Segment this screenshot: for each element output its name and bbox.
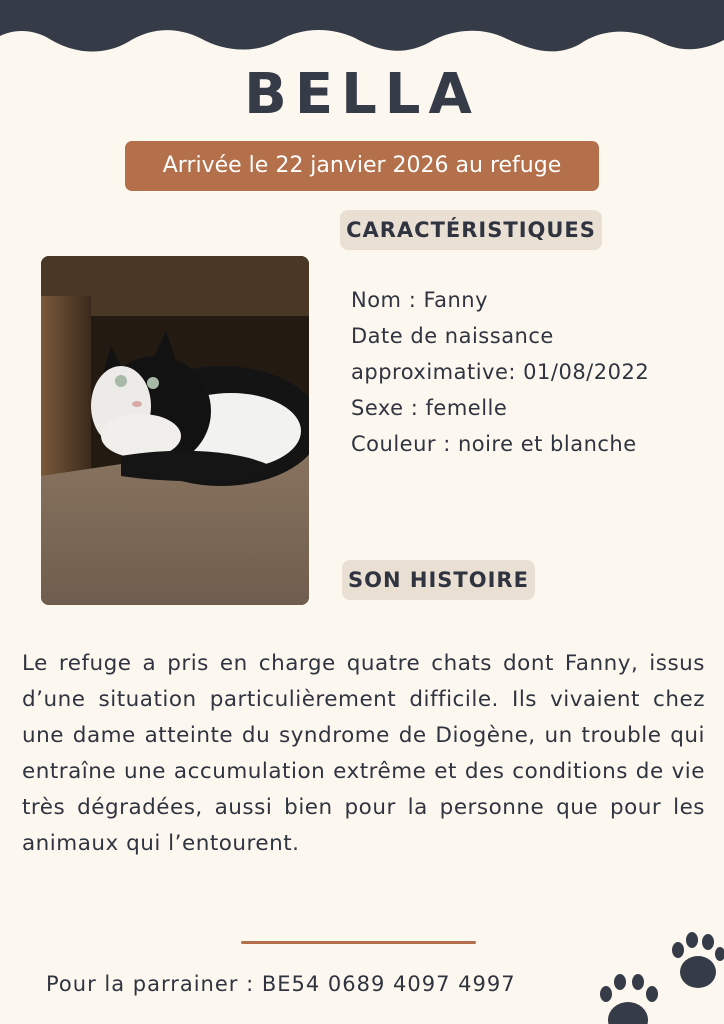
- cat-photo: [41, 256, 309, 605]
- characteristics-list: [351, 282, 711, 462]
- top-wave-banner: [0, 0, 724, 60]
- history-heading: SON HISTOIRE: [342, 560, 535, 600]
- page-title: BELLA: [244, 62, 480, 127]
- characteristics-heading: CARACTÉRISTIQUES: [340, 210, 602, 250]
- characteristic-sex: Sexe : femelle: [351, 396, 508, 420]
- characteristic-birth-label: Date de naissance: [351, 324, 554, 348]
- characteristic-color: Couleur : noire et blanche: [351, 432, 637, 456]
- divider: [241, 941, 476, 944]
- characteristic-birth-date: approximative: 01/08/2022: [351, 360, 650, 384]
- paw-prints-icon: [598, 920, 724, 1024]
- characteristic-name: Nom : Fanny: [351, 288, 489, 312]
- sponsor-text: Pour la parrainer : BE54 0689 4097 4997: [46, 972, 516, 996]
- arrival-date-banner: Arrivée le 22 janvier 2026 au refuge: [125, 141, 599, 191]
- history-text: Le refuge a pris en charge quatre chats dont Fanny, issus d’une situation particulièrement difficile. Ils vivaient chez une dame atteinte du syndrome de Diogène, un trouble qui entraîne une accumulation extrême et des conditions de vie très dégradées, aussi bien pour la personne que pour les animaux qui l’entourent.: [22, 651, 705, 856]
